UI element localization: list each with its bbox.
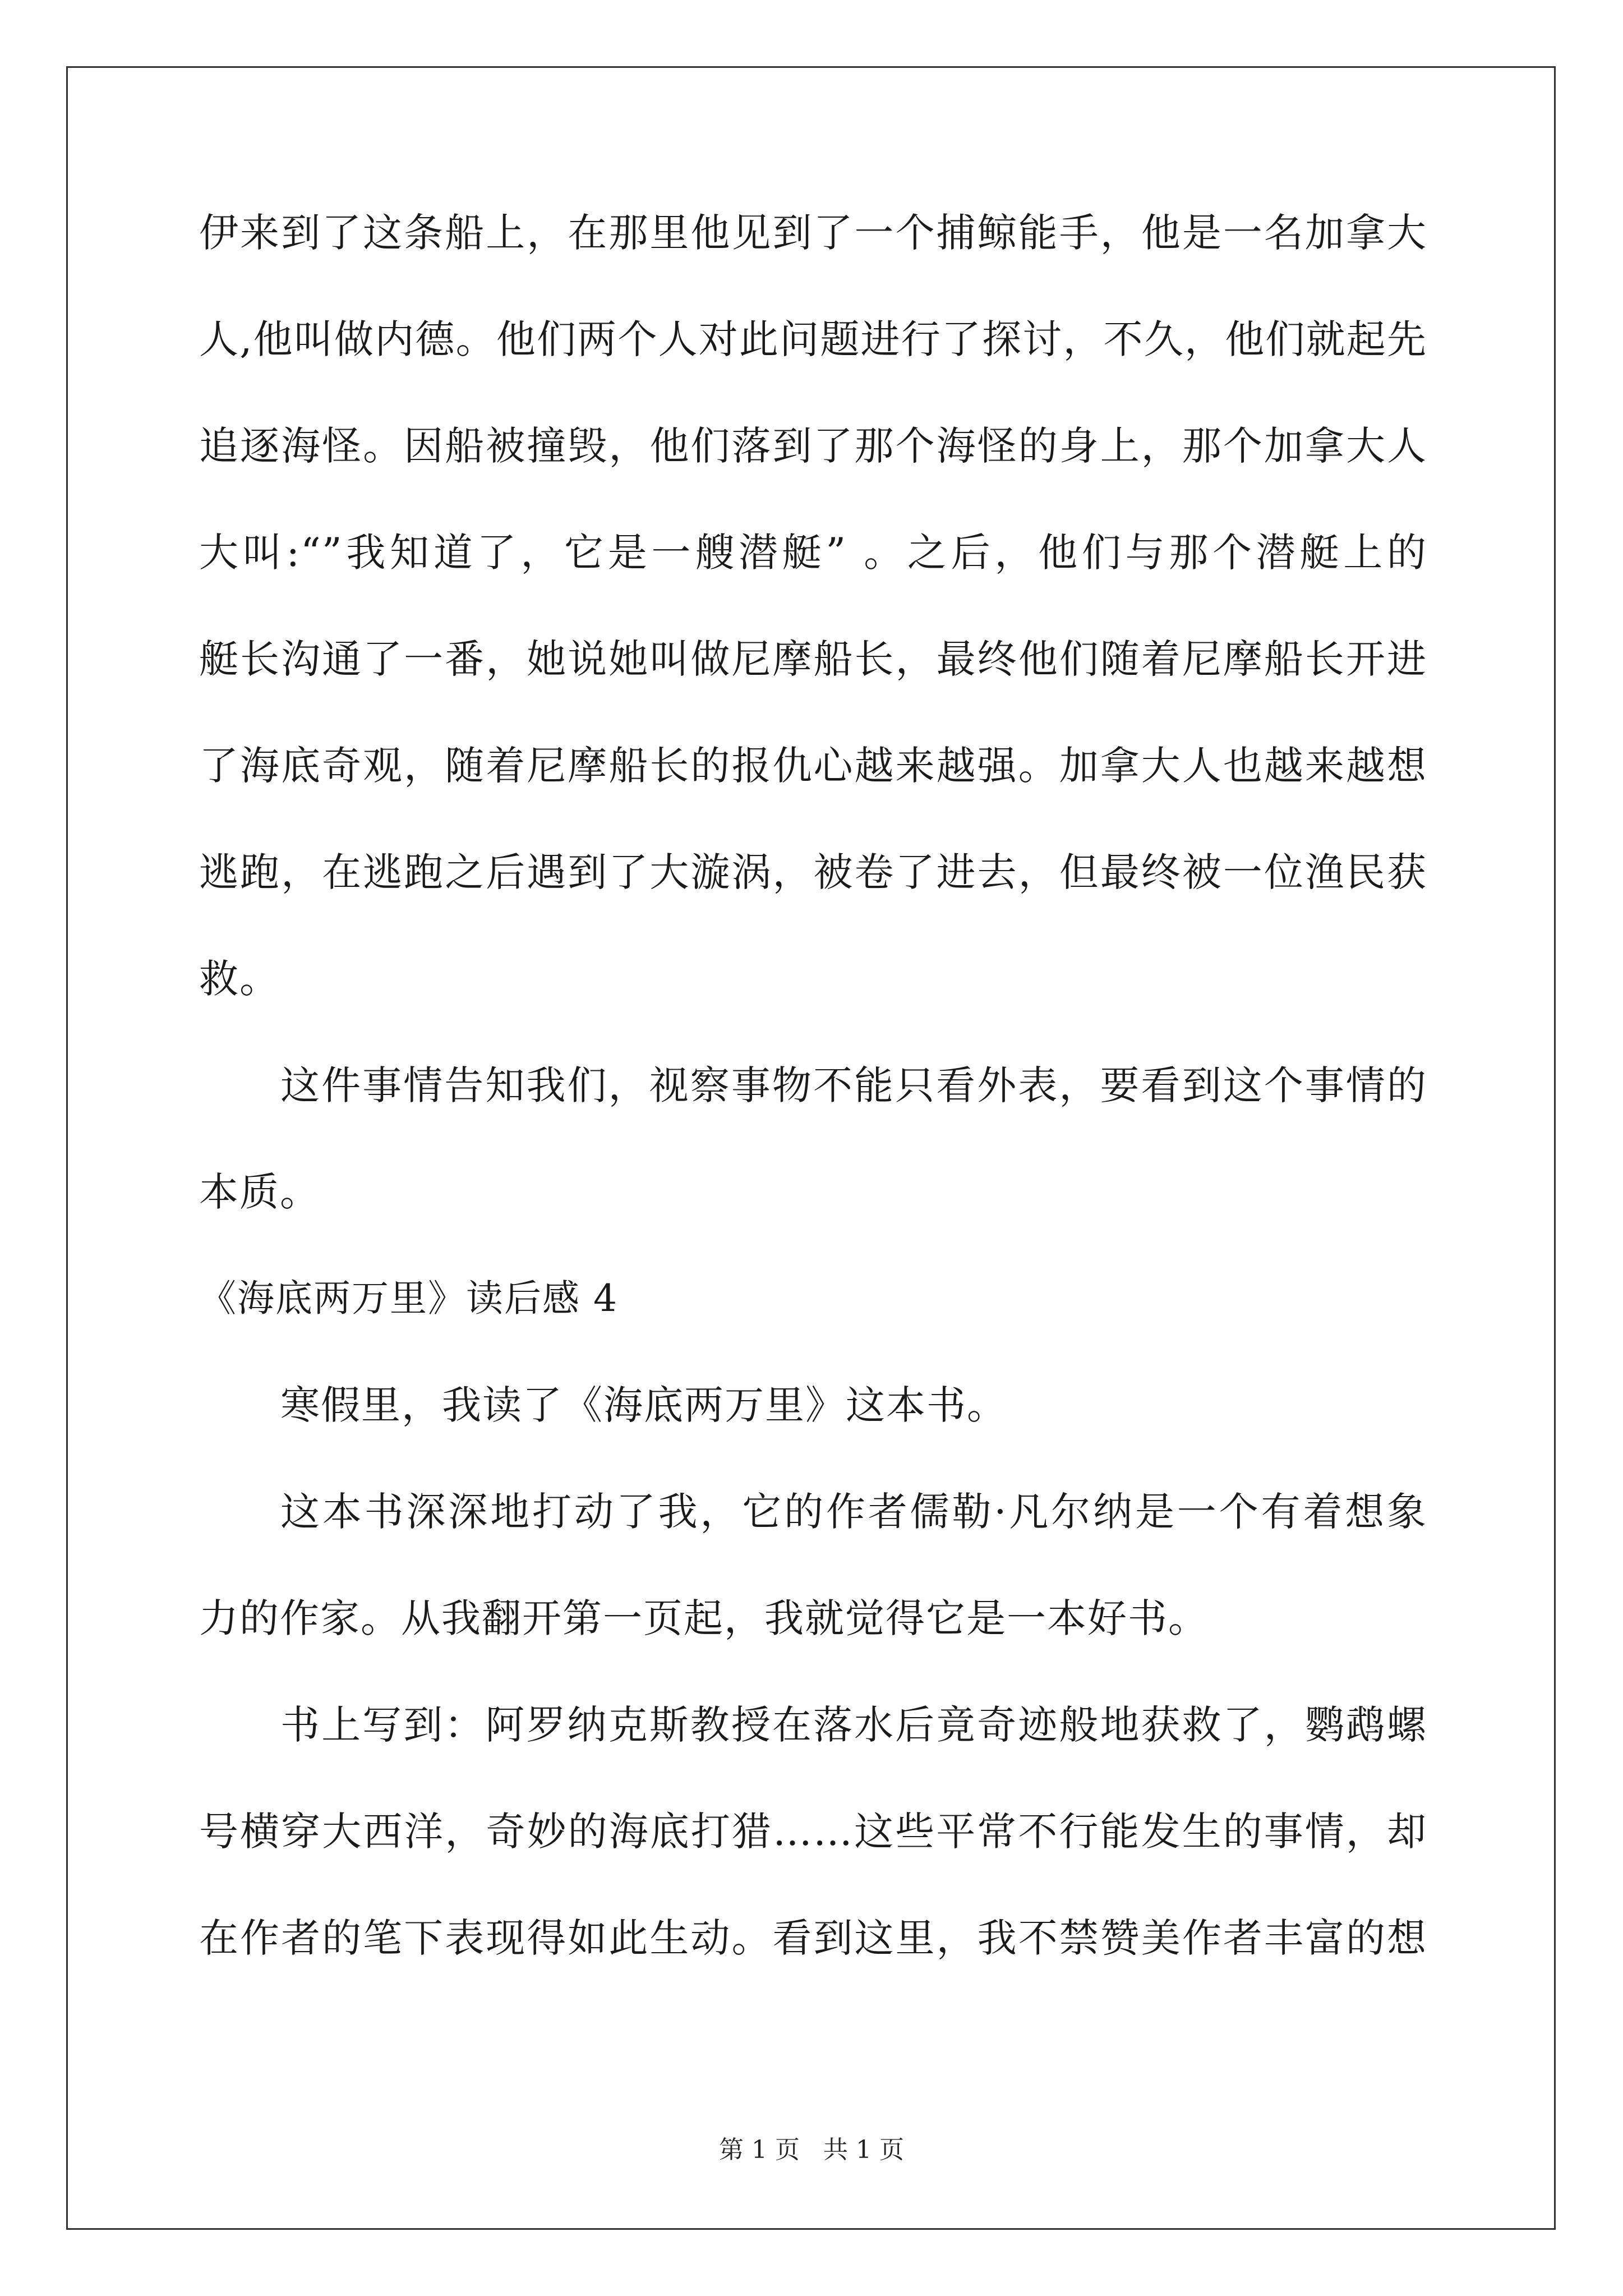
text-line: 救。 [199,956,280,1002]
paragraph-first-line: 这本书深深地打动了我，它的作者儒勒·凡尔纳是一个有着想象 [280,1489,1427,1535]
page-footer [0,2129,1623,2165]
document-body [199,210,1427,2025]
page-number-total: 共 1 页 [823,2136,904,2164]
text-line: 号横穿大西洋，奇妙的海底打猎……这些平常不行能发生的事情，却 [199,1809,1427,1855]
section-heading: 《海底两万里》读后感 4 [199,1277,618,1320]
text-line: 大叫:“”我知道了，它是一艘潜艇” 。之后，他们与那个潜艇上的 [199,530,1427,576]
text-line: 追逐海怪。因船被撞毁，他们落到了那个海怪的身上，那个加拿大人 [199,423,1427,469]
page-number-current: 第 1 页 [719,2136,800,2164]
text-line: 艇长沟通了一番，她说她叫做尼摩船长，最终他们随着尼摩船长开进 [199,636,1427,682]
text-line: 伊来到了这条船上，在那里他见到了一个捕鲸能手，他是一名加拿大 [199,210,1427,256]
text-line: 力的作家。从我翻开第一页起，我就觉得它是一本好书。 [199,1595,1209,1641]
paragraph-first-line: 这件事情告知我们，视察事物不能只看外表，要看到这个事情的 [280,1062,1427,1108]
text-line: 人,他叫做内德。他们两个人对此问题进行了探讨，不久，他们就起先 [199,316,1427,362]
text-line: 在作者的笔下表现得如此生动。看到这里，我不禁赞美作者丰富的想 [199,1915,1427,1961]
text-line: 本质。 [199,1169,320,1215]
text-line: 逃跑，在逃跑之后遇到了大漩涡，被卷了进去，但最终被一位渔民获 [199,849,1427,895]
paragraph-first-line: 寒假里，我读了《海底两万里》这本书。 [280,1382,1007,1428]
paragraph-first-line: 书上写到：阿罗纳克斯教授在落水后竟奇迹般地获救了，鹦鹉螺 [280,1702,1427,1748]
text-line: 了海底奇观，随着尼摩船长的报仇心越来越强。加拿大人也越来越想 [199,743,1427,789]
